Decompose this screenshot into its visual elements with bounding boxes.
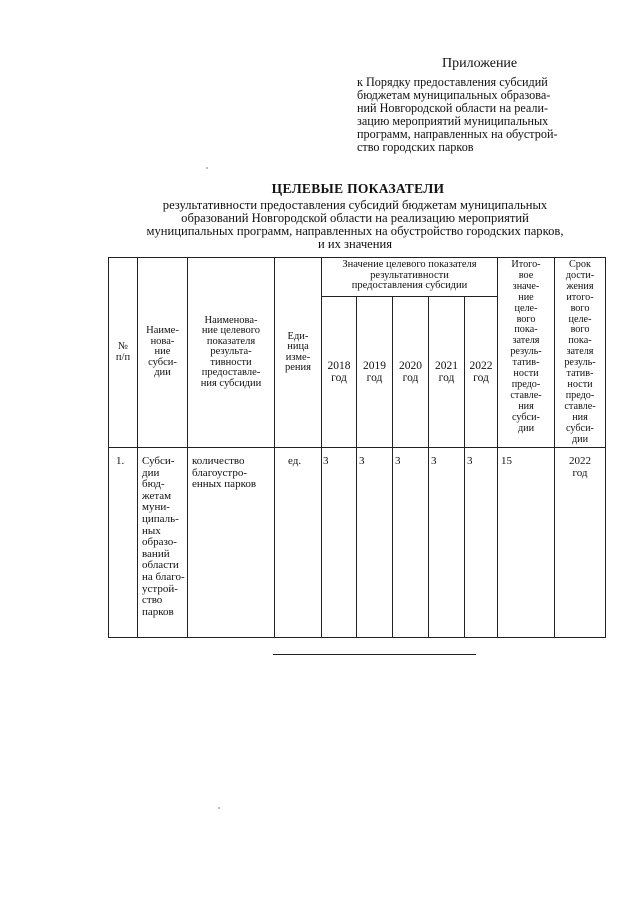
header-value-group: Значение целевого показателя результативности предоставления субсидии bbox=[342, 259, 477, 291]
header-total-value: Итого- вое значе- ние целе- вого пока- зателя резуль- татив- ности предо- ставле- ния субси- дии bbox=[510, 259, 542, 434]
row-value-2019: 3 bbox=[359, 455, 365, 467]
header-deadline: Срок дости- жения итого- вого целе- вого пока- зателя резуль- татив- ности предо- ставле- ния субси- дии bbox=[564, 259, 596, 445]
header-year-2019: 2019 год bbox=[363, 359, 386, 384]
row-value-2018: 3 bbox=[323, 455, 329, 467]
document-title: ЦЕЛЕВЫЕ ПОКАЗАТЕЛИ bbox=[271, 181, 445, 196]
appendix-title: Приложение bbox=[442, 56, 518, 71]
header-unit: Еди- ница изме- рения bbox=[285, 330, 311, 373]
closing-rule bbox=[273, 654, 476, 655]
header-year-2022: 2022 год bbox=[469, 359, 493, 384]
row-subsidy-name: Субси- дии бюд- жетам муни- ципаль- ных образо- ваний области на благо- устрой- ство парков bbox=[142, 455, 185, 618]
document-subtitle: результативности предоставления субсидий бюджетам муниципальных образований Новгородской области на реализацию мероприятий муниципальных программ, направленных на обустройство городских парков, и их значения bbox=[146, 198, 564, 251]
row-value-2021: 3 bbox=[431, 455, 437, 467]
scan-speck bbox=[218, 807, 220, 809]
scan-speck bbox=[206, 167, 208, 169]
row-unit: ед. bbox=[288, 455, 302, 467]
appendix-reference: к Порядку предоставления субсидий бюджетам муниципальных образова- ний Новгородской области на реали- зацию мероприятий муниципальных программ, направленных на обустрой- ство городских парков bbox=[357, 75, 558, 154]
header-indicator-name: Наименова- ние целевого показателя результа- тивности предоставле- ния субсидии bbox=[200, 314, 262, 389]
row-indicator-name: количество благоустро- енных парков bbox=[192, 455, 257, 491]
table-border-right bbox=[605, 257, 606, 638]
header-year-2021: 2021 год bbox=[435, 359, 458, 384]
header-num: № п/п bbox=[115, 341, 131, 363]
row-total-value: 15 bbox=[501, 455, 512, 467]
header-year-2018: 2018 год bbox=[327, 359, 351, 384]
table-header-divider bbox=[108, 447, 606, 448]
row-value-2022: 3 bbox=[467, 455, 473, 467]
row-num: 1. bbox=[116, 455, 125, 467]
row-value-2020: 3 bbox=[395, 455, 401, 467]
header-subsidy-name: Наиме- нова- ние субси- дии bbox=[146, 325, 179, 379]
header-year-2020: 2020 год bbox=[399, 359, 422, 384]
table-border-bottom bbox=[108, 637, 606, 638]
indicators-table bbox=[108, 257, 606, 638]
row-deadline: 2022 год bbox=[569, 455, 591, 479]
